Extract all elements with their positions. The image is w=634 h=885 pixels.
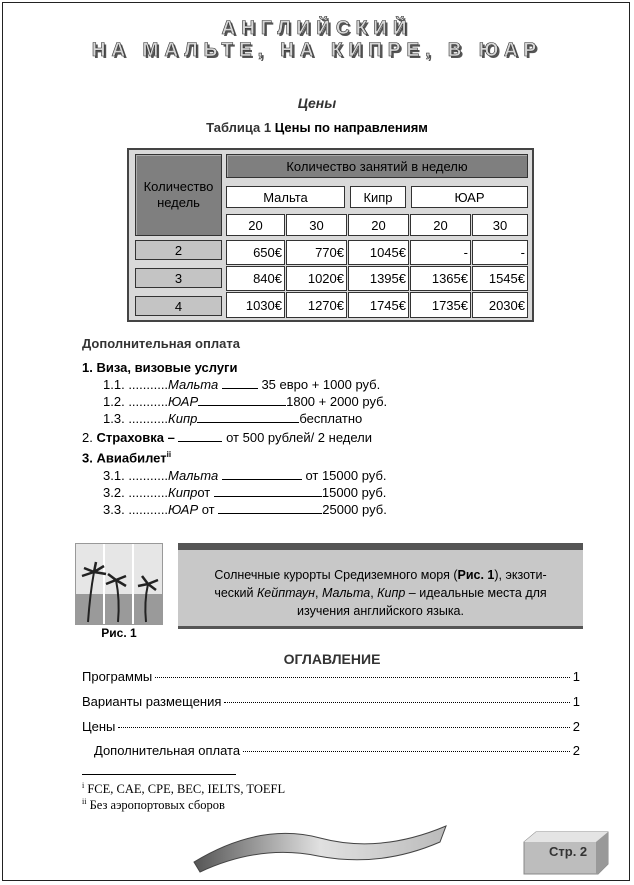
toc-leader bbox=[155, 676, 570, 678]
price-cell: 1545€ bbox=[472, 266, 528, 291]
extra-heading: Дополнительная оплата bbox=[82, 336, 240, 351]
visa-subitem bbox=[103, 394, 387, 409]
price-cell: 1030€ bbox=[226, 292, 285, 318]
visa-item bbox=[82, 360, 237, 375]
sub-price: бесплатно bbox=[299, 411, 363, 426]
weeks-cell: 4 bbox=[135, 296, 222, 316]
sub-place: ЮАР bbox=[168, 502, 199, 517]
table-caption-text: Цены по направлениям bbox=[274, 120, 428, 135]
sub-number: 3.1. bbox=[103, 468, 125, 483]
price-cell: 770€ bbox=[286, 240, 347, 265]
insurance-item bbox=[82, 430, 372, 445]
footnote-text: Без аэропортовых сборов bbox=[89, 798, 225, 813]
toc-heading: ОГЛАВЛЕНИЕ bbox=[283, 651, 381, 667]
price-cell: 1045€ bbox=[348, 240, 409, 265]
sub-price: 25000 руб. bbox=[322, 502, 387, 517]
footnote-mark: ii bbox=[166, 450, 172, 459]
toc-leader bbox=[243, 750, 570, 752]
price-table bbox=[127, 148, 534, 322]
blank-line bbox=[197, 412, 299, 423]
footnote-mark: ii bbox=[82, 797, 87, 806]
blank-line bbox=[218, 503, 322, 514]
weeks-cell: 3 bbox=[135, 268, 222, 288]
banner-text-part: , bbox=[370, 586, 378, 600]
table-caption bbox=[0, 120, 634, 135]
figure-caption: Рис. 1 bbox=[101, 626, 137, 640]
banner-text-part: изучения английского языка. bbox=[297, 604, 464, 618]
sub-dots: ........... bbox=[128, 502, 169, 517]
blank-line bbox=[222, 378, 258, 389]
palm-trees-image bbox=[76, 544, 162, 624]
sub-suffix: от bbox=[197, 485, 211, 500]
banner-place: Мальта bbox=[321, 586, 371, 600]
sub-dots: ........... bbox=[128, 377, 169, 392]
banner-text bbox=[178, 566, 583, 620]
visa-title: Виза, визовые услуги bbox=[96, 360, 238, 375]
sub-price: 1800 + 2000 руб. bbox=[286, 394, 388, 409]
banner-place: Кипр bbox=[377, 586, 406, 600]
toc-page: 1 bbox=[572, 694, 580, 709]
insurance-dash: – bbox=[167, 430, 175, 445]
toc-label: Программы bbox=[82, 669, 153, 684]
price-cell: 1020€ bbox=[286, 266, 347, 291]
sub-number: 3.2. bbox=[103, 485, 125, 500]
sub-price: от 15000 руб. bbox=[305, 468, 387, 483]
sub-dots: ........... bbox=[128, 411, 169, 426]
sub-number: 1.1. bbox=[103, 377, 125, 392]
sub-number: 1.3. bbox=[103, 411, 125, 426]
footnote bbox=[82, 797, 225, 813]
toc-leader bbox=[118, 726, 569, 728]
banner-text-part: – идеальные места для bbox=[405, 586, 547, 600]
toc-item[interactable] bbox=[82, 719, 580, 734]
toc-item[interactable] bbox=[94, 743, 580, 758]
banner-text-part: ческий bbox=[214, 586, 257, 600]
sub-price: 35 евро + 1000 руб. bbox=[261, 377, 381, 392]
flight-number: 3. bbox=[82, 450, 93, 466]
flight-item bbox=[82, 450, 171, 465]
wave-decoration bbox=[190, 812, 450, 874]
title-line-2: НА МАЛЬТЕ, НА КИПРЕ, В ЮАР bbox=[91, 40, 543, 61]
sub-place: Мальта bbox=[168, 468, 219, 483]
visa-number: 1. bbox=[82, 360, 93, 375]
toc-page: 1 bbox=[572, 669, 580, 684]
price-cell: 1395€ bbox=[348, 266, 409, 291]
sub-place: ЮАР bbox=[168, 394, 199, 409]
sub-dots: ........... bbox=[128, 485, 169, 500]
footnote-text: FCE, CAE, CPE, BEC, IELTS, TOEFL bbox=[87, 782, 286, 797]
country-malta: Мальта bbox=[226, 186, 345, 208]
table-caption-label: Таблица 1 bbox=[206, 120, 272, 135]
footnote bbox=[82, 781, 285, 797]
flight-title: Авиабилет bbox=[96, 450, 167, 466]
sub-suffix: от bbox=[198, 502, 215, 517]
flight-subitem bbox=[103, 485, 386, 500]
lesson-count: 20 bbox=[348, 214, 409, 236]
toc-label: Цены bbox=[82, 719, 116, 734]
lesson-count: 30 bbox=[286, 214, 347, 236]
toc-leader bbox=[224, 701, 569, 703]
blank-line bbox=[214, 486, 322, 497]
price-cell: 1745€ bbox=[348, 292, 409, 318]
page-number: Стр. 2 bbox=[549, 844, 588, 859]
sub-dots: ........... bbox=[128, 394, 169, 409]
banner-place: Кейптаун bbox=[256, 586, 316, 600]
prices-heading: Цены bbox=[297, 95, 337, 111]
lesson-count: 30 bbox=[472, 214, 528, 236]
visa-subitem bbox=[103, 377, 380, 392]
blank-line bbox=[222, 469, 302, 480]
lesson-count: 20 bbox=[410, 214, 471, 236]
country-sar: ЮАР bbox=[411, 186, 528, 208]
banner-text-part: , bbox=[315, 586, 322, 600]
weeks-cell: 2 bbox=[135, 240, 222, 260]
price-cell: - bbox=[410, 240, 471, 265]
sub-dots: ........... bbox=[128, 468, 169, 483]
toc-item[interactable] bbox=[82, 669, 580, 684]
banner-text-part: Солнечные курорты Средиземного моря ( bbox=[214, 568, 458, 582]
insurance-price: от 500 рублей/ 2 недели bbox=[226, 430, 372, 445]
toc-page: 2 bbox=[572, 743, 580, 758]
title-line-1: АНГЛИЙСКИЙ bbox=[221, 18, 413, 39]
price-cell: 1365€ bbox=[410, 266, 471, 291]
flight-subitem bbox=[103, 502, 387, 517]
palm-photo bbox=[75, 543, 163, 625]
toc-label: Дополнительная оплата bbox=[94, 743, 241, 758]
insurance-number: 2. bbox=[82, 430, 93, 445]
toc-label: Варианты размещения bbox=[82, 694, 222, 709]
price-cell: 840€ bbox=[226, 266, 285, 291]
banner-text-part: ), экзоти- bbox=[494, 568, 547, 582]
visa-subitem bbox=[103, 411, 362, 426]
sub-number: 1.2. bbox=[103, 394, 125, 409]
sub-place: Кипр bbox=[168, 411, 198, 426]
price-cell: 2030€ bbox=[472, 292, 528, 318]
blank-line bbox=[178, 431, 222, 442]
sub-place: Кипр bbox=[168, 485, 198, 500]
flight-subitem bbox=[103, 468, 387, 483]
country-cyprus: Кипр bbox=[350, 186, 406, 208]
blank-line bbox=[198, 395, 286, 406]
sub-price: 15000 руб. bbox=[321, 485, 387, 500]
price-cell: - bbox=[472, 240, 528, 265]
toc-item[interactable] bbox=[82, 694, 580, 709]
footnote-separator bbox=[82, 774, 236, 775]
sub-number: 3.3. bbox=[103, 502, 125, 517]
price-cell: 650€ bbox=[226, 240, 285, 265]
weeks-header: Количество недель bbox=[135, 154, 222, 236]
toc-page: 2 bbox=[572, 719, 580, 734]
resorts-banner bbox=[178, 543, 583, 629]
lessons-header: Количество занятий в неделю bbox=[226, 154, 528, 178]
banner-fig-ref: Рис. 1 bbox=[457, 568, 495, 582]
lesson-count: 20 bbox=[226, 214, 285, 236]
sub-place: Мальта bbox=[168, 377, 219, 392]
price-cell: 1270€ bbox=[286, 292, 347, 318]
price-cell: 1735€ bbox=[410, 292, 471, 318]
insurance-title: Страховка bbox=[96, 430, 164, 445]
footnote-mark: i bbox=[82, 781, 85, 790]
